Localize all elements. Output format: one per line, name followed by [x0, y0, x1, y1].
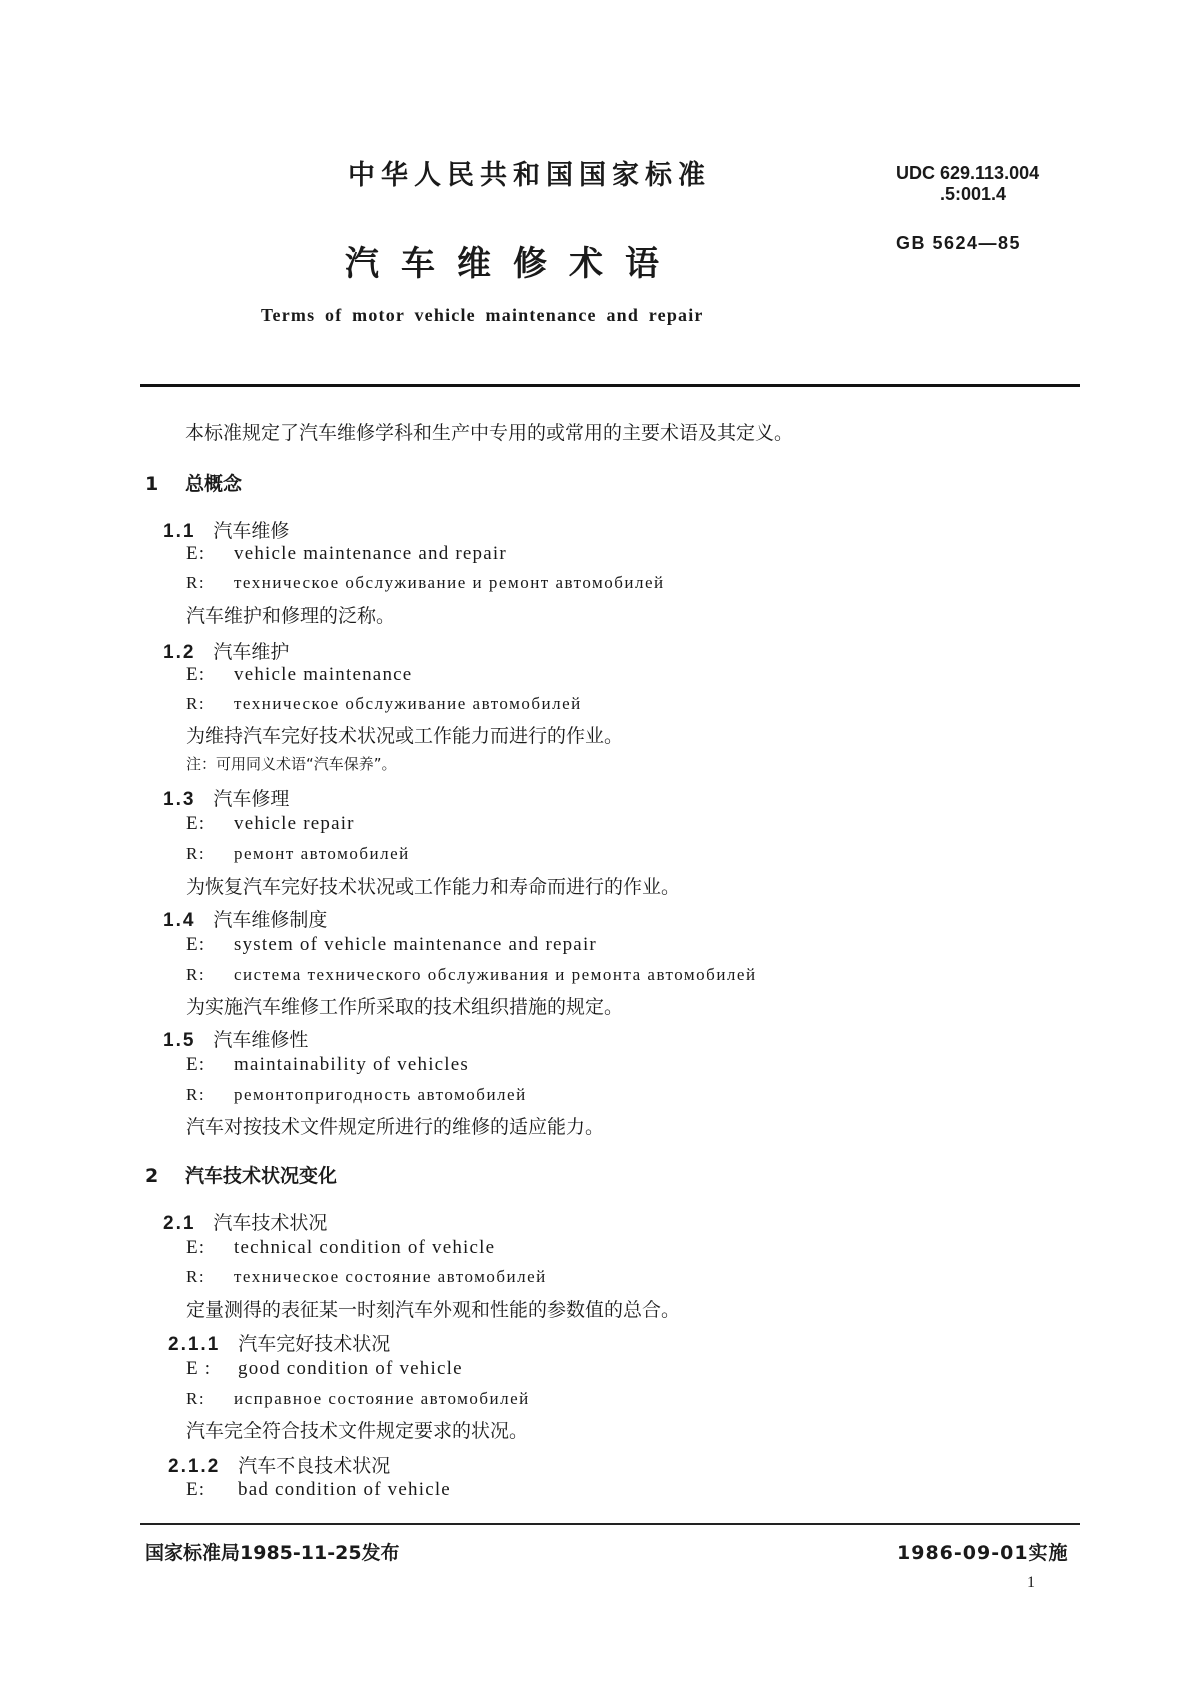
term-definition: 为实施汽车维修工作所采取的技术组织措施的规定。: [186, 996, 624, 1018]
term-english: E : good condition of vehicle: [186, 1358, 463, 1379]
term-name-cn: 汽车维修性: [213, 1029, 309, 1051]
term-name-cn: 汽车不良技术状况: [238, 1455, 391, 1477]
section-number: 2: [145, 1165, 159, 1187]
term-english: E: vehicle maintenance and repair: [186, 543, 507, 564]
term-note: 注：可用同义术语“汽车保养”。: [186, 755, 397, 773]
term-name-cn: 汽车修理: [213, 788, 290, 810]
term-number: 1.2: [163, 642, 196, 663]
intro-paragraph: 本标准规定了汽车维修学科和生产中专用的或常用的主要术语及其定义。: [185, 422, 794, 444]
term-english: E: technical condition of vehicle: [186, 1237, 496, 1258]
term-heading: [168, 1451, 390, 1478]
udc-code-continued: .5:001.4: [940, 184, 1007, 204]
term-english: E: bad condition of vehicle: [186, 1479, 451, 1500]
term-name-cn: 汽车维护: [213, 641, 290, 663]
term-russian: R: ремонтопригодность автомобилей: [186, 1085, 527, 1104]
term-russian: R: техническое обслуживание автомобилей: [186, 694, 582, 713]
term-name-cn: 汽车维修: [213, 520, 290, 542]
document-title-en: Terms of motor vehicle maintenance and repair: [261, 305, 704, 325]
term-heading: [163, 637, 289, 664]
term-russian: R: исправное состояние автомобилей: [186, 1389, 530, 1408]
term-name-cn: 汽车完好技术状况: [238, 1333, 391, 1355]
term-russian: R: техническое обслуживание и ремонт автомобилей: [186, 573, 665, 592]
footer-rule: [140, 1523, 1080, 1525]
section-number: 1: [145, 473, 159, 495]
term-heading: [163, 516, 289, 543]
section-heading: [145, 469, 242, 496]
header-rule: [140, 384, 1080, 387]
section-title: 总概念: [185, 473, 243, 495]
term-definition: 汽车维护和修理的泛称。: [186, 605, 396, 627]
term-number: 1.3: [163, 789, 196, 810]
term-number: 2.1: [163, 1213, 196, 1234]
term-definition: 为恢复汽车完好技术状况或工作能力和寿命而进行的作业。: [186, 876, 681, 898]
gb-code: GB 5624—85: [896, 233, 1022, 253]
term-definition: 汽车对按技术文件规定所进行的维修的适应能力。: [186, 1116, 605, 1138]
standard-header: 中华人民共和国国家标准: [348, 160, 711, 191]
term-heading: [163, 784, 289, 811]
term-number: 1.1: [163, 521, 196, 542]
term-definition: 定量测得的表征某一时刻汽车外观和性能的参数值的总合。: [186, 1299, 681, 1321]
term-number: 1.5: [163, 1030, 196, 1051]
document-title-cn: 汽车维修术语: [345, 244, 681, 284]
effective-date: 1986-09-01实施: [897, 1542, 1069, 1564]
term-definition: 为维持汽车完好技术状况或工作能力而进行的作业。: [186, 725, 624, 747]
term-english: E: vehicle repair: [186, 813, 355, 834]
udc-code: UDC 629.113.004: [896, 163, 1040, 183]
term-number: 2.1.1: [168, 1334, 221, 1355]
term-definition: 汽车完全符合技术文件规定要求的状况。: [186, 1420, 529, 1442]
page-number: 1: [1027, 1574, 1035, 1591]
publication-date: 国家标准局1985-11-25发布: [145, 1542, 400, 1564]
term-english: E: vehicle maintenance: [186, 664, 413, 685]
term-name-cn: 汽车维修制度: [213, 909, 328, 931]
term-number: 2.1.2: [168, 1456, 221, 1477]
term-heading: [168, 1329, 390, 1356]
term-russian: R: ремонт автомобилей: [186, 844, 410, 863]
term-english: E: maintainability of vehicles: [186, 1054, 470, 1075]
term-russian: R: техническое состояние автомобилей: [186, 1267, 547, 1286]
term-name-cn: 汽车技术状况: [213, 1212, 328, 1234]
term-heading: [163, 1208, 327, 1235]
term-heading: [163, 905, 327, 932]
section-heading: [145, 1161, 337, 1188]
term-number: 1.4: [163, 910, 196, 931]
term-heading: [163, 1025, 308, 1052]
term-russian: R: система технического обслуживания и ремонта автомобилей: [186, 965, 757, 984]
section-title: 汽车技术状况变化: [185, 1165, 338, 1187]
term-english: E: system of vehicle maintenance and repair: [186, 934, 597, 955]
